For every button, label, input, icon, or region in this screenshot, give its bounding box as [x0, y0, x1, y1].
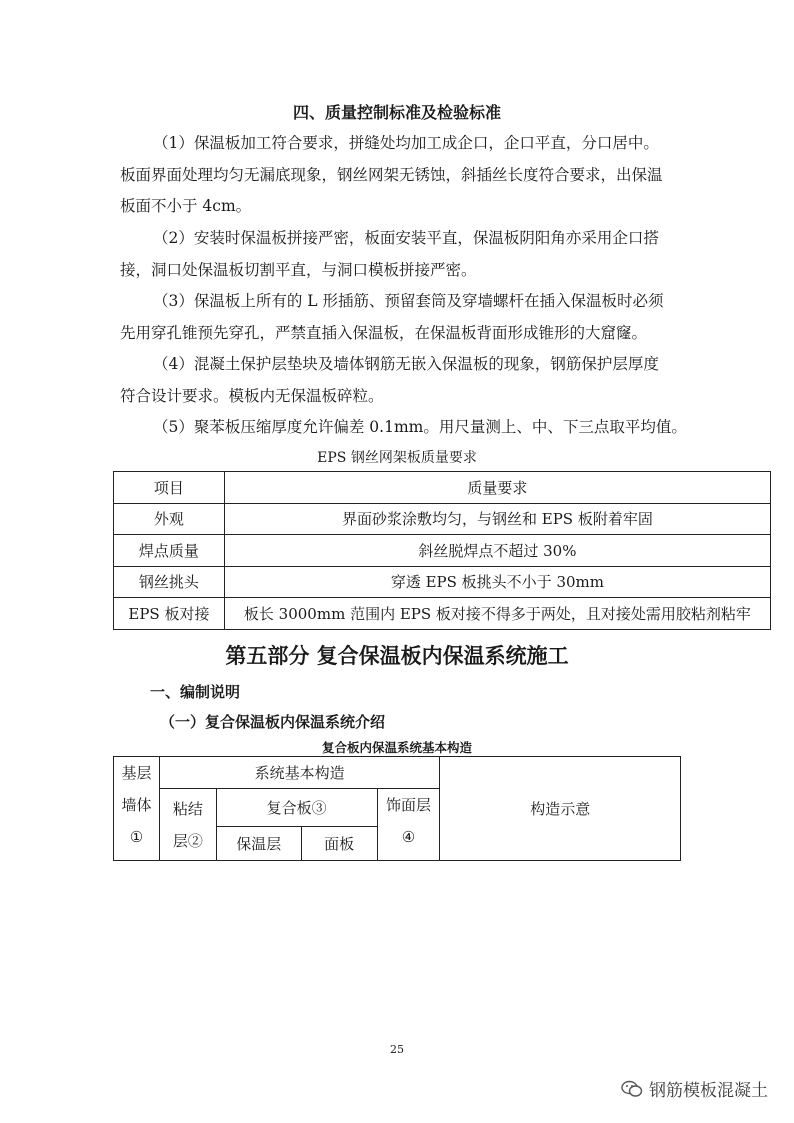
bond-layer-line2: 层②: [172, 832, 203, 850]
paragraph-line: 板面不小于 4cm。: [120, 197, 252, 215]
requirement-cell: 板长 3000mm 范围内 EPS 板对接不得多于两处，且对接处需用胶粘剂粘牢: [224, 598, 770, 630]
bond-layer-line1: 粘结: [172, 800, 203, 818]
paragraph-line: （2）安装时保温板拼接严密，板面安装平直，保温板阴阳角亦采用企口搭: [153, 229, 659, 247]
table-row: [114, 598, 771, 630]
insulation-layer-cell: 保温层: [216, 827, 301, 861]
diagram-cell: 构造示意: [440, 757, 681, 861]
item-cell: 钢丝挑头: [114, 566, 225, 598]
subheading-system-intro: （一）复合保温板内保温系统介绍: [160, 713, 386, 731]
bond-layer-cell: [159, 789, 216, 861]
wechat-icon: [621, 1080, 643, 1098]
table-row: [114, 503, 771, 535]
watermark: [621, 1076, 768, 1101]
eps-quality-table: [113, 471, 771, 630]
requirement-cell: 斜丝脱焊点不超过 30%: [224, 535, 770, 567]
eps-table-caption: EPS 钢丝网架板质量要求: [317, 450, 477, 466]
page-number: 25: [390, 1043, 404, 1056]
item-cell: 项目: [114, 472, 225, 504]
paragraph-line: （3）保温板上所有的 L 形插筋、预留套筒及穿墙螺杆在插入保温板时必须: [153, 292, 664, 310]
paragraph-line: 板面界面处理均匀无漏底现象，钢丝网架无锈蚀，斜插丝长度符合要求，出保温: [120, 165, 663, 184]
struct-table-caption: 复合板内保温系统基本构造: [321, 740, 472, 755]
base-layer-cell: [114, 757, 160, 861]
table-row: [114, 535, 771, 567]
item-cell: 外观: [114, 503, 225, 535]
finish-layer-line2: ④: [401, 828, 416, 846]
requirement-cell: 穿透 EPS 板挑头不小于 30mm: [224, 566, 770, 598]
table-header-row: [114, 472, 771, 504]
watermark-text: 钢筋模板混凝土: [649, 1081, 768, 1101]
paragraph: [120, 349, 680, 412]
subheading-compile-notes: 一、编制说明: [150, 683, 241, 701]
requirement-cell: 界面砂浆涂敷均匀，与钢丝和 EPS 板附着牢固: [224, 503, 770, 535]
paragraph: [120, 286, 680, 349]
section-heading: 四、质量控制标准及检验标准: [292, 103, 501, 122]
paragraph-line: 接，洞口处保温板切割平直，与洞口模板拼接严密。: [120, 260, 477, 279]
paragraph: [120, 223, 680, 286]
panel-cell: 面板: [301, 827, 377, 861]
structure-table: [113, 756, 681, 861]
paragraph-line: 先用穿孔锥预先穿孔，严禁直插入保温板，在保温板背面形成锥形的大窟窿。: [120, 323, 648, 342]
finish-layer-line1: 饰面层: [385, 796, 431, 814]
paragraph-line: （1）保温板加工符合要求，拼缝处均加工成企口，企口平直，分口居中。: [153, 134, 659, 152]
system-header-cell: 系统基本构造: [159, 757, 440, 789]
base-layer-line2: 墙体: [121, 796, 152, 814]
finish-layer-cell: [377, 789, 440, 861]
table-row: [114, 566, 771, 598]
part-title: 第五部分 复合保温板内保温系统施工: [225, 644, 569, 668]
paragraph: [120, 412, 687, 444]
base-layer-line3: ①: [129, 828, 144, 846]
paragraph: [120, 128, 680, 223]
base-layer-line1: 基层: [121, 764, 152, 782]
item-cell: EPS 板对接: [114, 598, 225, 630]
composite-board-cell: 复合板③: [216, 789, 377, 827]
item-cell: 焊点质量: [114, 535, 225, 567]
requirement-cell: 质量要求: [224, 472, 770, 504]
paragraph-line: 符合设计要求。模板内无保温板碎粒。: [120, 386, 384, 405]
paragraph-line: （5）聚苯板压缩厚度允许偏差 0.1mm。用尺量测上、中、下三点取平均值。: [153, 418, 687, 436]
paragraph-line: （4）混凝土保护层垫块及墙体钢筋无嵌入保温板的现象，钢筋保护层厚度: [153, 355, 659, 373]
